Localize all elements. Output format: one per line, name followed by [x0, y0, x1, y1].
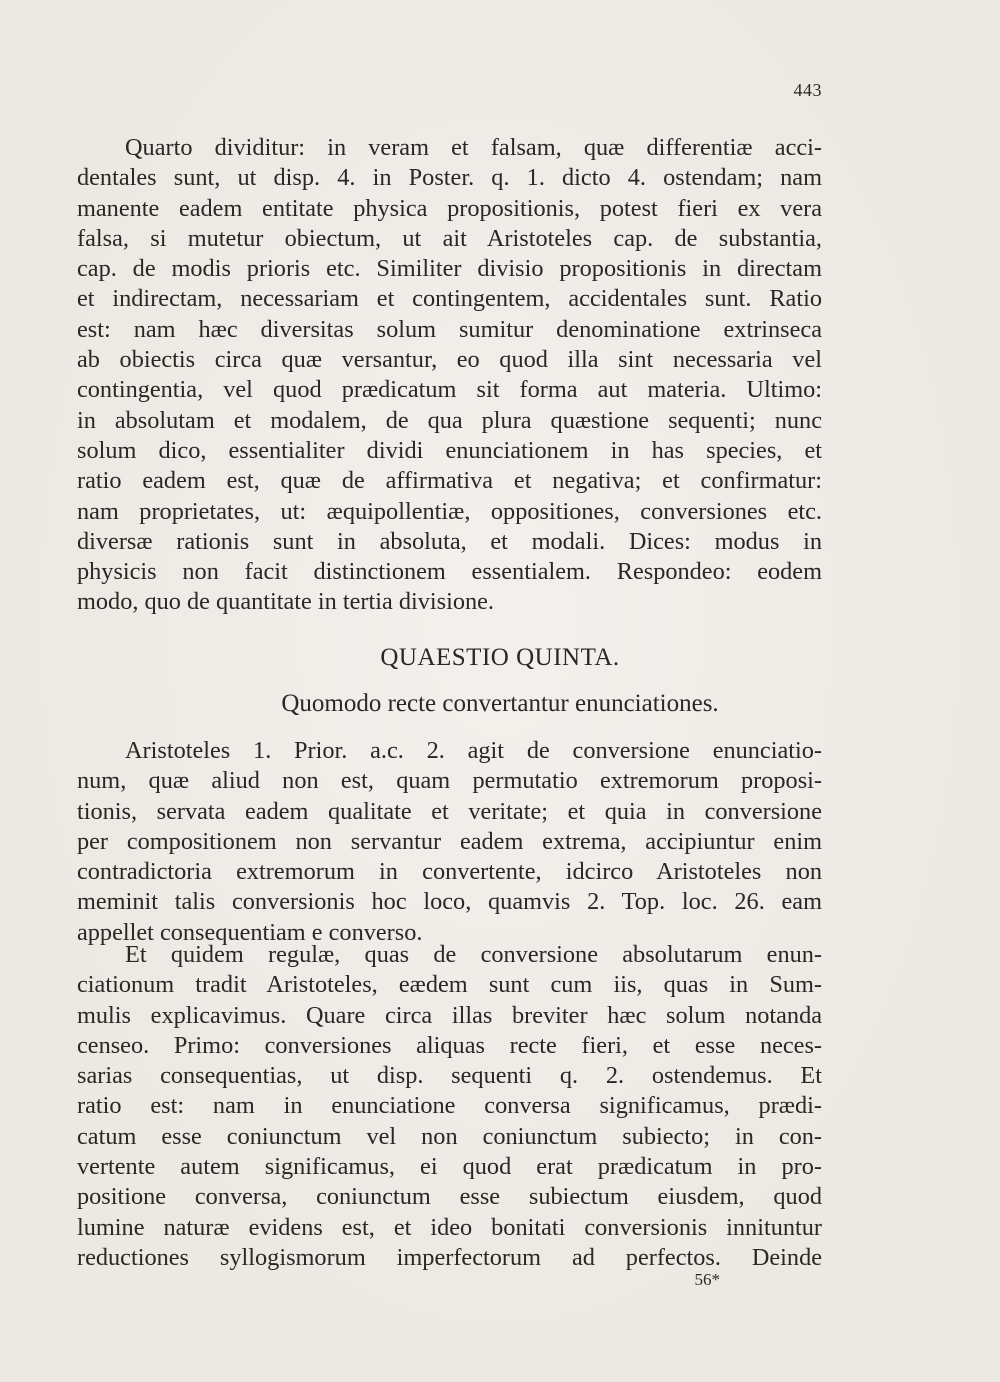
- text-line: contingentia, vel quod prædicatum sit forma aut materia. Ultimo:: [77, 376, 822, 404]
- text-line: appellet consequentiam e converso.: [77, 918, 423, 946]
- text-line: solum dico, essentialiter dividi enunciationem in has species, et: [77, 436, 822, 464]
- text-line: nam proprietates, ut: æquipollentiæ, oppositiones, conversiones etc.: [77, 497, 822, 525]
- question-title: QUAESTIO QUINTA.: [380, 644, 620, 671]
- text-line: in absolutam et modalem, de qua plura quæstione sequenti; nunc: [77, 406, 822, 434]
- text-line: sarias consequentias, ut disp. sequenti q. 2. ostendemus. Et: [77, 1062, 822, 1090]
- text-line: est: nam hæc diversitas solum sumitur denominatione extrinseca: [77, 315, 822, 343]
- text-line: ab obiectis circa quæ versantur, eo quod illa sint necessaria vel: [77, 346, 822, 374]
- paragraph-quarto: [77, 133, 822, 618]
- text-line: dentales sunt, ut disp. 4. in Poster. q. 1. dicto 4. ostendam; nam: [77, 164, 822, 192]
- text-line: falsa, si mutetur obiectum, ut ait Aristoteles cap. de substantia,: [77, 224, 822, 252]
- text-line: ratio eadem est, quæ de affirmativa et negativa; et confirmatur:: [77, 467, 822, 495]
- text-line: et indirectam, necessariam et contingentem, accidentales sunt. Ratio: [77, 285, 822, 313]
- text-line: positione conversa, coniunctum esse subiectum eiusdem, quod: [77, 1183, 822, 1211]
- text-line: manente eadem entitate physica propositionis, potest fieri ex vera: [77, 194, 822, 222]
- paragraph-regulae: [77, 940, 822, 1273]
- text-line: ciationum tradit Aristoteles, eædem sunt cum iis, quas in Sum-: [77, 971, 822, 999]
- text-line: contradictoria extremorum in convertente, idcirco Aristoteles non: [77, 858, 822, 886]
- question-subtitle: Quomodo recte convertantur enunciationes.: [281, 690, 719, 717]
- text-line: reductiones syllogismorum imperfectorum ad perfectos. Deinde: [77, 1243, 822, 1271]
- text-line: cap. de modis prioris etc. Similiter divisio propositionis in directam: [77, 255, 822, 283]
- text-line: Aristoteles 1. Prior. a.c. 2. agit de conversione enunciatio-: [125, 737, 822, 764]
- text-line: diversæ rationis sunt in absoluta, et modali. Dices: modus in: [77, 527, 822, 555]
- text-line: modo, quo de quantitate in tertia divisione.: [77, 588, 495, 616]
- text-line: Quarto dividitur: in veram et falsam, quæ differentiæ acci-: [125, 134, 822, 161]
- text-line: tionis, servata eadem qualitate et veritate; et quia in conversione: [77, 797, 822, 825]
- text-line: catum esse coniunctum vel non coniunctum subiecto; in con-: [77, 1122, 822, 1150]
- printer-signature: 56*: [694, 1270, 720, 1289]
- text-line: meminit talis conversionis hoc loco, quamvis 2. Top. loc. 26. eam: [77, 888, 822, 916]
- text-line: mulis explicavimus. Quare circa illas breviter hæc solum notanda: [77, 1001, 822, 1029]
- text-line: physicis non facit distinctionem essentialem. Respondeo: eodem: [77, 558, 822, 586]
- text-line: per compositionem non servantur eadem extrema, accipiuntur enim: [77, 827, 822, 855]
- paragraph-aristoteles: [77, 736, 822, 948]
- text-line: vertente autem significamus, ei quod erat prædicatum in pro-: [77, 1153, 822, 1181]
- page-number: 443: [793, 80, 822, 100]
- text-line: lumine naturæ evidens est, et ideo bonitati conversionis innituntur: [77, 1213, 822, 1241]
- text-line: censeo. Primo: conversiones aliquas recte fieri, et esse neces-: [77, 1031, 822, 1059]
- text-line: ratio est: nam in enunciatione conversa significamus, prædi-: [77, 1092, 822, 1120]
- text-line: num, quæ aliud non est, quam permutatio extremorum proposi-: [77, 767, 822, 795]
- text-line: Et quidem regulæ, quas de conversione absolutarum enun-: [125, 941, 822, 968]
